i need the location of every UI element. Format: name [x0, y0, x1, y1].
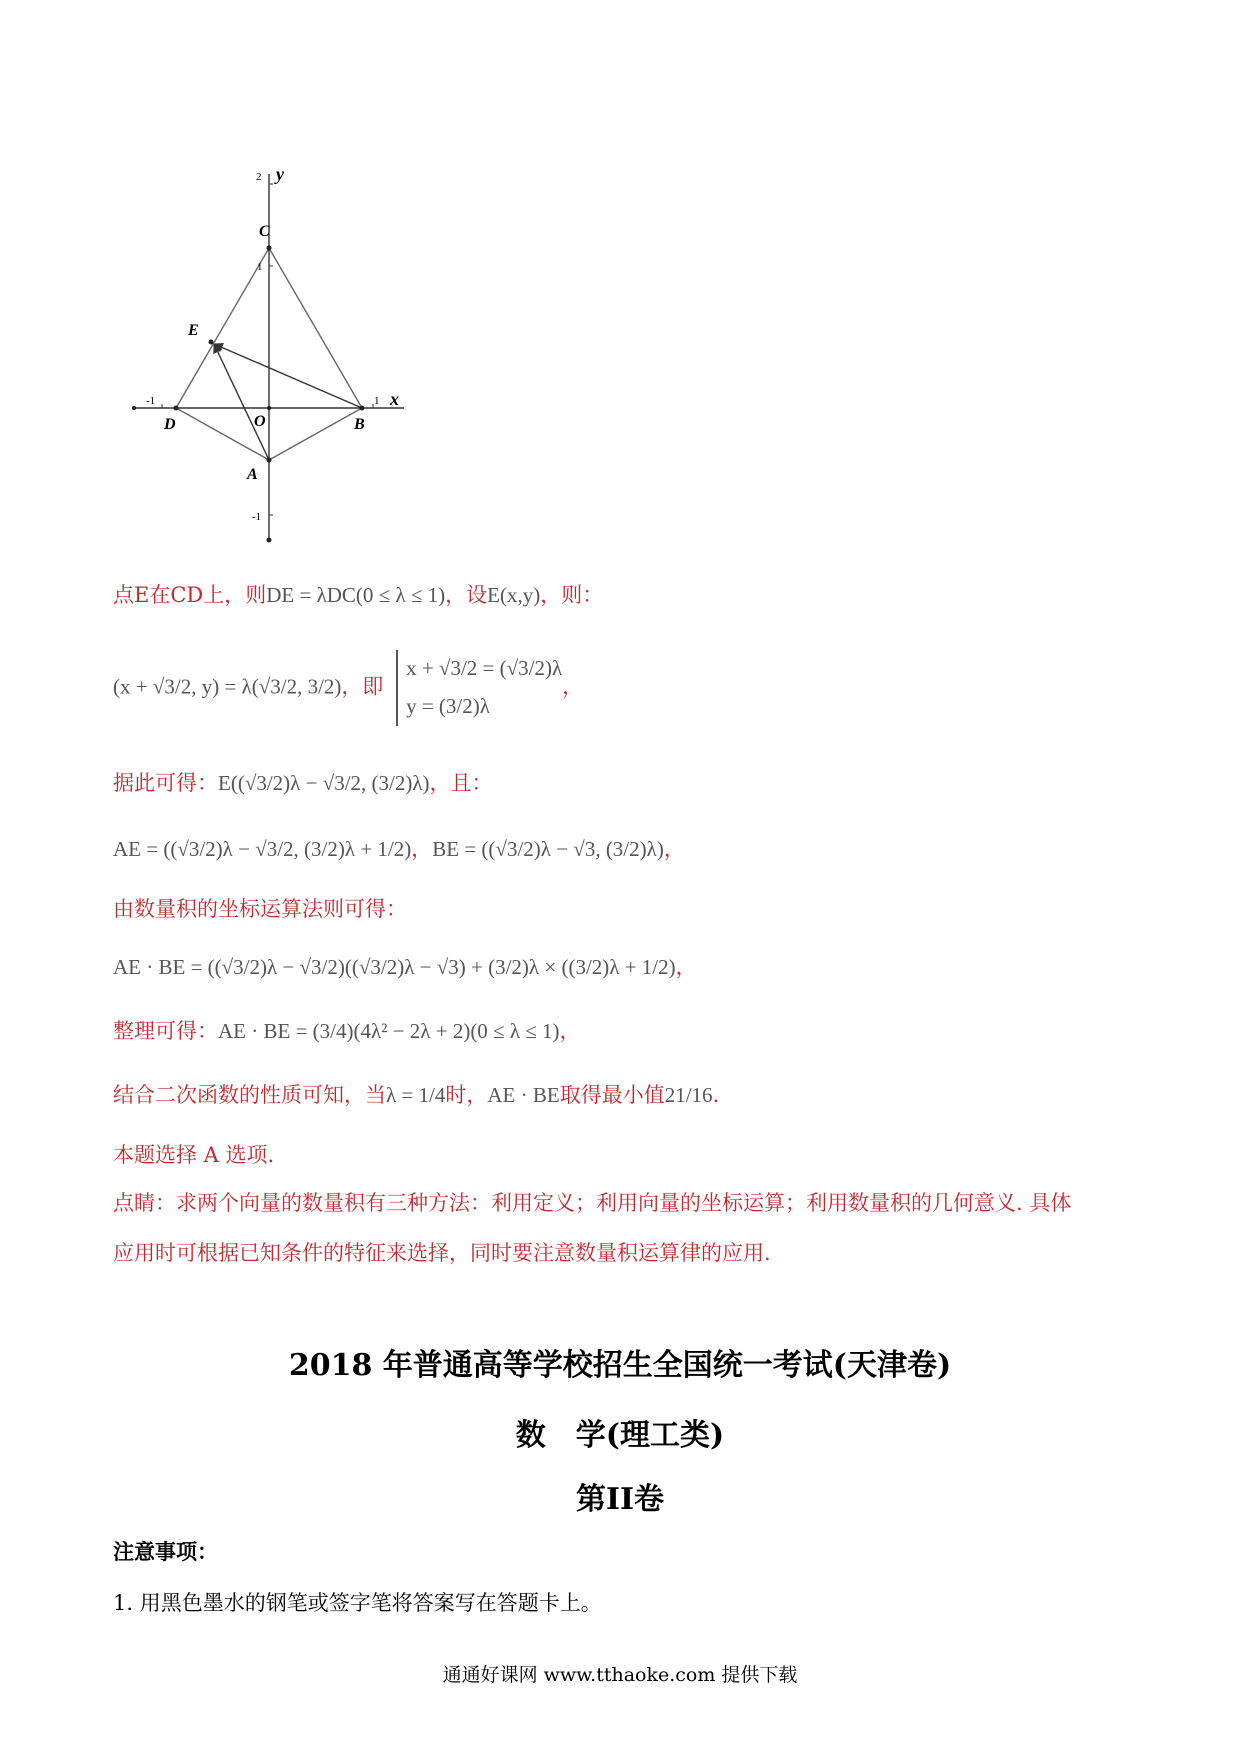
tick-label-m1-y: -1 [252, 511, 262, 523]
solution-line-9: 本题选择 A 选项. [113, 1143, 275, 1167]
vector-ae [214, 344, 269, 460]
notes-item-1: 1. 用黑色墨水的钢笔或签字笔将答案写在答题卡上。 [113, 1591, 602, 1615]
tick-label-2: 2 [256, 171, 262, 183]
tick-label-1: 1 [257, 261, 263, 273]
solution-line-4: AE = ((√3/2)λ − √3/2, (3/2)λ + 1/2)，BE = ((√3/2)λ − √3, (3/2)λ)， [113, 837, 685, 861]
equation-system: x + √3/2 = (√3/2)λ y = (3/2)λ [396, 650, 562, 726]
solution-line-2: (x + √3/2, y) = λ(√3/2, 3/2)，即 x + √3/2 = (√3/2)λ y = (3/2)λ ， [113, 650, 583, 726]
solution-line-6: AE · BE = ((√3/2)λ − √3/2)((√3/2)λ − √3) + (3/2)λ × ((3/2)λ + 1/2)， [113, 955, 697, 979]
point-label-a: A [247, 466, 258, 483]
solution-line-7: 整理可得：AE · BE = (3/4)(4λ² − 2λ + 2)(0 ≤ λ ≤ 1)， [113, 1019, 581, 1043]
vector-be [214, 344, 362, 408]
solution-line-3: 据此可得：E((√3/2)λ − √3/2, (3/2)λ)，且： [113, 771, 493, 795]
solution-line-10: 点睛：求两个向量的数量积有三种方法：利用定义；利用向量的坐标运算；利用数量积的几何意义. 具体 [113, 1191, 1072, 1215]
exam-subject: 数 学(理工类) [515, 1418, 725, 1453]
segment-cb [269, 248, 362, 408]
exam-volume: 第II卷 [575, 1482, 665, 1517]
point-label-c: C [259, 223, 270, 240]
solution-line-1: 点E在CD上，则DE = λDC(0 ≤ λ ≤ 1)，设E(x,y)，则： [113, 583, 604, 607]
coordinate-figure [120, 170, 420, 550]
tick-label-1-x: 1 [374, 395, 380, 407]
point-label-e: E [188, 322, 199, 339]
notes-heading: 注意事项： [113, 1539, 218, 1564]
point-label-b: B [354, 416, 365, 433]
exam-title: 2018 年普通高等学校招生全国统一考试(天津卷) [288, 1348, 952, 1383]
axis-label-y: y [276, 170, 284, 184]
solution-line-11: 应用时可根据已知条件的特征来选择，同时要注意数量积运算律的应用. [113, 1241, 771, 1265]
point-label-d: D [164, 416, 176, 433]
solution-line-8: 结合二次函数的性质可知，当λ = 1/4时，AE · BE取得最小值21/16. [113, 1083, 720, 1107]
solution-line-5: 由数量积的坐标运算法则可得： [113, 897, 407, 921]
segment-ba [269, 408, 362, 460]
tick-label-m1-x: -1 [146, 395, 156, 407]
page-footer: 通通好课网 www.tthaoke.com 提供下载 [442, 1664, 798, 1686]
axis-label-x: x [390, 389, 399, 409]
point-label-o: O [254, 413, 266, 430]
